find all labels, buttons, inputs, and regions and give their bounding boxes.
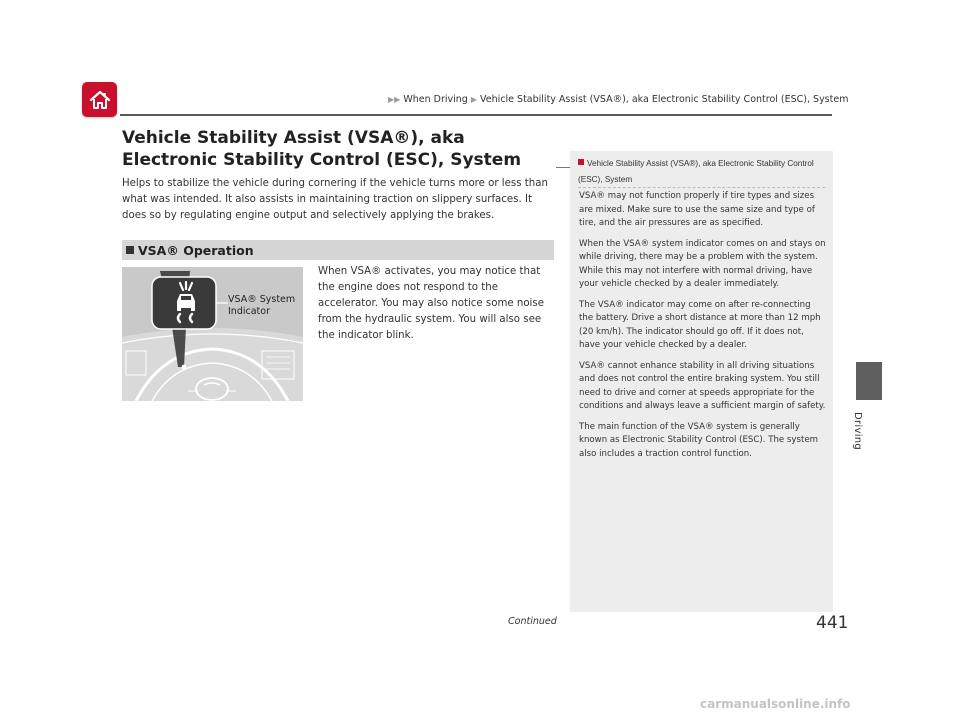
chapter-tab[interactable]	[856, 362, 882, 400]
sidebar-paragraph: VSA® cannot enhance stability in all driving situations and does not control the entire braking system. You still need to drive and corner at speeds appropriate for the conditions and always leave a sufficient margin of safety.	[579, 360, 826, 411]
dashboard-illustration	[122, 267, 303, 401]
breadcrumb-item-when-driving[interactable]: When Driving	[403, 94, 468, 105]
chapter-tab-label: Driving	[852, 412, 863, 451]
breadcrumb-arrow-icon: ▶▶	[388, 95, 401, 104]
intro-paragraph: Helps to stabilize the vehicle during cornering if the vehicle turns more or less than what was intended. It also assists in maintaining traction on slippery surfaces. It does so by regulating engine output and selectively applying the brakes.	[122, 178, 548, 221]
sidebar-paragraph: The VSA® indicator may come on after re-connecting the battery. Drive a short distance at more than 12 mph (20 km/h). The indicator should go off. If it does not, have your vehicle checked by a dealer.	[579, 299, 821, 350]
sidebar-paragraph: When the VSA® system indicator comes on and stays on while driving, there may be a problem with the system. While this may not interfere with normal driving, have your vehicle checked by a dealer immediately.	[579, 238, 826, 289]
breadcrumb-item-vsa[interactable]: Vehicle Stability Assist (VSA®), aka Electronic Stability Control (ESC), System	[480, 94, 849, 105]
continued-label: Continued	[508, 616, 557, 627]
home-icon	[88, 89, 112, 111]
breadcrumb-arrow-icon: ▶	[470, 95, 478, 104]
section-marker-icon	[126, 246, 134, 254]
sidebar-divider	[578, 187, 825, 188]
sidebar-paragraph: VSA® may not function properly if tire types and sizes are mixed. Make sure to use the same size and type of tire, and the air pressures are as specified.	[579, 191, 815, 228]
sidebar-title	[578, 156, 828, 188]
sidebar-notes	[579, 190, 827, 468]
vsa-skid-car-icon	[166, 281, 206, 325]
sidebar-paragraph: The main function of the VSA® system is generally known as Electronic Stability Control (ESC). The system also includes a traction control function.	[579, 421, 818, 459]
page-title: Vehicle Stability Assist (VSA®), aka Electronic Stability Control (ESC), System	[122, 128, 522, 170]
note-marker-icon	[578, 159, 584, 165]
home-button[interactable]	[82, 82, 117, 117]
header-rule	[120, 114, 832, 116]
section-header	[122, 240, 554, 260]
watermark: carmanualsonline.info	[700, 697, 851, 711]
page-number: 441	[816, 613, 849, 633]
vsa-operation-text: When VSA® activates, you may notice that the engine does not respond to the accelerator. You may also notice some noise from the hydraulic system. You will also see the indicator blink.	[318, 266, 544, 341]
section-title: VSA® Operation	[138, 242, 254, 258]
dashboard-drawing	[122, 267, 303, 401]
vsa-indicator-callout: VSA® System Indicator	[228, 294, 296, 317]
breadcrumb	[388, 94, 849, 105]
sidebar-title-text: Vehicle Stability Assist (VSA®), aka Electronic Stability Control (ESC), System	[578, 159, 814, 184]
